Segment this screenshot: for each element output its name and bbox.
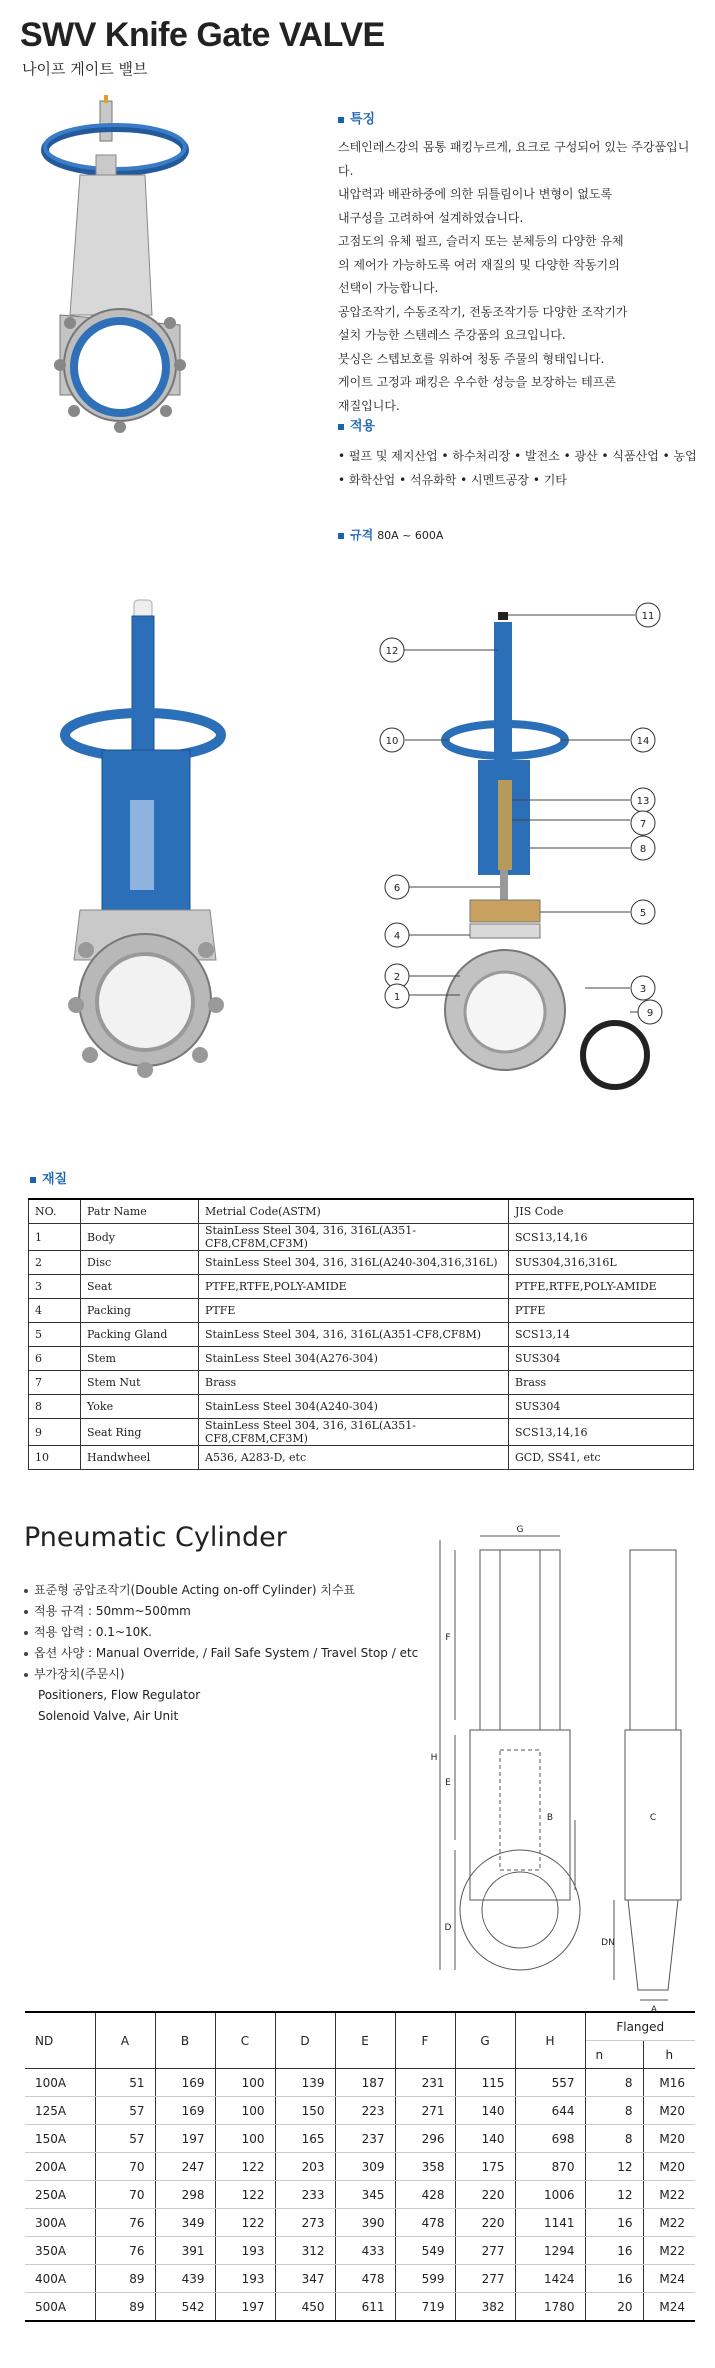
table-cell: 300A [25,2209,95,2237]
table-row [25,2265,695,2293]
table-cell: StainLess Steel 304(A276-304) [199,1347,509,1371]
table-cell: 433 [335,2237,395,2265]
table-cell: 76 [95,2237,155,2265]
table-cell: 870 [515,2153,585,2181]
table-cell: 349 [155,2209,215,2237]
drawing-label-e: E [445,1778,451,1788]
spec-row [338,526,443,543]
table-cell: 223 [335,2097,395,2125]
table-cell: 312 [275,2237,335,2265]
diagram-label: 3 [639,984,647,995]
drawing-label-c: C [649,1813,657,1823]
table-cell: 197 [155,2125,215,2153]
table-cell: 150A [25,2125,95,2153]
table-cell: 1424 [515,2265,585,2293]
diagram-label: 5 [639,908,647,919]
page-subtitle: 나이프 게이트 밸브 [22,60,148,78]
applications-line: • 화학산업 • 석유화학 • 시멘트공장 • 기타 [338,473,567,487]
table-cell: 599 [395,2265,455,2293]
table-cell: 122 [215,2153,275,2181]
diagram-label: 2 [393,972,401,983]
drawing-label-d: D [444,1923,452,1933]
features-text [338,136,698,418]
table-cell: 391 [155,2237,215,2265]
table-row [29,1251,694,1275]
list-item: 적용 규격 : 50mm~500mm [24,1601,418,1622]
table-cell: 1780 [515,2293,585,2322]
table-row [29,1299,694,1323]
drawing-label-g: G [516,1525,524,1535]
table-cell: 237 [335,2125,395,2153]
table-cell: PTFE,RTFE,POLY-AMIDE [509,1275,694,1299]
table-cell: 89 [95,2265,155,2293]
table-cell: 100 [215,2097,275,2125]
table-cell: 165 [275,2125,335,2153]
exploded-diagram [370,600,690,1100]
table-cell: Body [81,1224,199,1251]
diagram-label: 13 [636,796,650,807]
table-cell: 296 [395,2125,455,2153]
valve-photo-top [40,95,290,505]
table-cell: 557 [515,2069,585,2097]
table-cell: 345 [335,2181,395,2209]
pneumatic-list [24,1580,418,1727]
table-cell: 478 [335,2265,395,2293]
table-cell: 169 [155,2069,215,2097]
table-cell: M20 [643,2125,695,2153]
table-cell: 309 [335,2153,395,2181]
table-cell: Brass [509,1371,694,1395]
table-cell: 203 [275,2153,335,2181]
table-cell: 140 [455,2097,515,2125]
column-header: B [155,2012,215,2069]
table-cell: 298 [155,2181,215,2209]
table-cell: 7 [29,1371,81,1395]
column-header: H [515,2012,585,2069]
table-cell: 390 [335,2209,395,2237]
table-cell: 549 [395,2237,455,2265]
diagram-label: 12 [385,646,399,657]
table-row [29,1419,694,1446]
table-cell: 12 [585,2181,643,2209]
table-cell: M22 [643,2209,695,2237]
table-cell: 439 [155,2265,215,2293]
table-cell: Stem Nut [81,1371,199,1395]
table-cell: 139 [275,2069,335,2097]
table-cell: 187 [335,2069,395,2097]
table-cell: 140 [455,2125,515,2153]
table-cell: 16 [585,2237,643,2265]
table-cell: 1006 [515,2181,585,2209]
table-cell: 12 [585,2153,643,2181]
table-cell: PTFE [509,1299,694,1323]
table-cell: SCS13,14,16 [509,1419,694,1446]
table-cell: 193 [215,2237,275,2265]
column-header: C [215,2012,275,2069]
column-header: JIS Code [509,1199,694,1224]
features-line: 게이트 고정과 패킹은 우수한 성능을 보장하는 테프론 [338,375,616,389]
table-cell: 644 [515,2097,585,2125]
table-cell: Stem [81,1347,199,1371]
table-cell: 1141 [515,2209,585,2237]
pneumatic-title: Pneumatic Cylinder [24,1522,287,1553]
table-cell: 400A [25,2265,95,2293]
table-cell: 57 [95,2097,155,2125]
column-header: h [643,2041,695,2069]
table-row [29,1446,694,1470]
table-row [29,1347,694,1371]
column-header: E [335,2012,395,2069]
table-cell: PTFE [199,1299,509,1323]
column-header: n [585,2041,643,2069]
applications-text [338,444,698,492]
table-row [29,1275,694,1299]
table-row [25,2209,695,2237]
table-cell: A536, A283-D, etc [199,1446,509,1470]
diagram-label: 8 [639,844,647,855]
list-sub-item: Solenoid Valve, Air Unit [38,1709,179,1723]
list-sub-item: Positioners, Flow Regulator [38,1688,201,1702]
table-cell: PTFE,RTFE,POLY-AMIDE [199,1275,509,1299]
diagram-label: 6 [393,883,401,894]
table-cell: Seat Ring [81,1419,199,1446]
features-heading: 특징 [338,108,375,127]
page-title: SWV Knife Gate VALVE [20,16,385,54]
diagram-label: 14 [636,736,650,747]
table-cell: M20 [643,2153,695,2181]
table-cell: StainLess Steel 304, 316, 316L(A351-CF8,CF8M,CF3M) [199,1419,509,1446]
diagram-label: 10 [385,736,399,747]
table-cell: 122 [215,2181,275,2209]
table-cell: 197 [215,2293,275,2322]
table-cell: 8 [585,2097,643,2125]
column-header: Metrial Code(ASTM) [199,1199,509,1224]
table-cell: 719 [395,2293,455,2322]
table-cell: 51 [95,2069,155,2097]
table-cell: M22 [643,2237,695,2265]
column-header: A [95,2012,155,2069]
table-cell: 611 [335,2293,395,2322]
table-cell: M24 [643,2265,695,2293]
features-line: 붓싱은 스텝보호를 위하여 청동 주물의 형태입니다. [338,351,605,366]
table-cell: 277 [455,2237,515,2265]
table-cell: 150 [275,2097,335,2125]
table-cell: 193 [215,2265,275,2293]
table-cell: 277 [455,2265,515,2293]
table-cell: 247 [155,2153,215,2181]
table-row [25,2237,695,2265]
diagram-label: 9 [646,1008,654,1019]
table-cell: 100 [215,2069,275,2097]
table-cell: Packing Gland [81,1323,199,1347]
table-cell: 347 [275,2265,335,2293]
table-cell: 542 [155,2293,215,2322]
column-header: NO. [29,1199,81,1224]
column-header-flanged: Flanged [585,2012,695,2041]
list-item: 적용 압력 : 0.1~10K. [24,1622,418,1643]
table-cell: SCS13,14,16 [509,1224,694,1251]
table-row [25,2125,695,2153]
table-cell: 122 [215,2209,275,2237]
table-cell: 70 [95,2181,155,2209]
diagram-label: 11 [641,611,655,622]
table-cell: 89 [95,2293,155,2322]
column-header: F [395,2012,455,2069]
table-cell: StainLess Steel 304, 316, 316L(A351-CF8,CF8M,CF3M) [199,1224,509,1251]
table-cell: 9 [29,1419,81,1446]
table-cell: 1 [29,1224,81,1251]
table-cell: 231 [395,2069,455,2097]
applications-heading: 적용 [338,415,375,434]
table-cell: 500A [25,2293,95,2322]
table-cell: Seat [81,1275,199,1299]
table-cell: 115 [455,2069,515,2097]
table-cell: Yoke [81,1395,199,1419]
table-row [25,2153,695,2181]
features-line: 의 제어가 가능하도록 여러 재질의 및 다양한 작동기의 [338,257,620,272]
table-cell: 273 [275,2209,335,2237]
table-cell: 100 [215,2125,275,2153]
spec-value: 80A ~ 600A [377,529,444,542]
features-line: 내구성을 고려하여 설계하였습니다. [338,210,524,225]
table-cell: 16 [585,2209,643,2237]
table-cell: SUS304 [509,1395,694,1419]
dimensions-table [25,2011,695,2322]
drawing-label-b: B [546,1813,554,1823]
diagram-label: 1 [393,992,401,1003]
table-cell: 8 [585,2125,643,2153]
spec-heading: 규격 [350,528,374,542]
column-header: Patr Name [81,1199,199,1224]
table-row [25,2181,695,2209]
table-cell: 233 [275,2181,335,2209]
table-cell: 428 [395,2181,455,2209]
diagram-label: 7 [639,819,647,830]
valve-photo-blue [60,600,310,1080]
applications-line: • 펄프 및 제지산업 • 하수처리장 • 발전소 • 광산 • 식품산업 • 농업 [338,449,697,463]
table-cell: 220 [455,2209,515,2237]
table-cell: 57 [95,2125,155,2153]
table-cell: 450 [275,2293,335,2322]
table-cell: 100A [25,2069,95,2097]
table-cell: M16 [643,2069,695,2097]
table-row [29,1395,694,1419]
diagram-label: 4 [393,931,401,942]
features-line: 스테인레스강의 몸통 패킹누르게, 요크로 구성되어 있는 주강품입니다. [338,140,690,178]
table-cell: 5 [29,1323,81,1347]
table-cell: Handwheel [81,1446,199,1470]
table-cell: 478 [395,2209,455,2237]
drawing-label-a: A [650,2005,658,2015]
list-item: 옵션 사양 : Manual Override, / Fail Safe System / Travel Stop / etc [24,1643,418,1664]
table-cell: 698 [515,2125,585,2153]
table-cell: M20 [643,2097,695,2125]
column-header: G [455,2012,515,2069]
features-line: 고점도의 유체 펄프, 슬러지 또는 분체등의 다양한 유체 [338,234,624,248]
table-cell: 125A [25,2097,95,2125]
drawing-label-h: H [430,1753,438,1763]
table-cell: 358 [395,2153,455,2181]
table-cell: 175 [455,2153,515,2181]
table-cell: Disc [81,1251,199,1275]
table-cell: 350A [25,2237,95,2265]
table-cell: M24 [643,2293,695,2322]
table-cell: 200A [25,2153,95,2181]
table-cell: 4 [29,1299,81,1323]
column-header: ND [25,2012,95,2069]
table-cell: SUS304,316,316L [509,1251,694,1275]
table-cell: 250A [25,2181,95,2209]
table-cell: 1294 [515,2237,585,2265]
table-cell: 271 [395,2097,455,2125]
pneumatic-drawing [400,1520,710,2015]
table-cell: 2 [29,1251,81,1275]
table-row [29,1371,694,1395]
table-cell: StainLess Steel 304, 316, 316L(A351-CF8,CF8M) [199,1323,509,1347]
table-cell: StainLess Steel 304, 316, 316L(A240-304,316,316L) [199,1251,509,1275]
features-line: 내압력과 배관하중에 의한 뒤틀림이나 변형이 없도록 [338,187,613,201]
table-cell: SCS13,14 [509,1323,694,1347]
list-item: 부가장치(주문시) [24,1664,418,1685]
table-cell: GCD, SS41, etc [509,1446,694,1470]
table-header-row [29,1199,694,1224]
materials-table [28,1198,694,1470]
table-cell: 169 [155,2097,215,2125]
drawing-label-dn: DN [601,1938,615,1948]
table-cell: 382 [455,2293,515,2322]
features-line: 공압조작기, 수동조작기, 전동조작기등 다양한 조작기가 [338,304,628,319]
table-cell: Brass [199,1371,509,1395]
table-cell: SUS304 [509,1347,694,1371]
table-cell: StainLess Steel 304(A240-304) [199,1395,509,1419]
table-cell: 76 [95,2209,155,2237]
table-cell: 6 [29,1347,81,1371]
table-cell: 220 [455,2181,515,2209]
drawing-label-f: F [445,1633,451,1643]
table-cell: M22 [643,2181,695,2209]
table-cell: 16 [585,2265,643,2293]
table-cell: 3 [29,1275,81,1299]
table-cell: 10 [29,1446,81,1470]
table-cell: Packing [81,1299,199,1323]
features-line: 재질입니다. [338,398,400,413]
column-header: D [275,2012,335,2069]
table-cell: 8 [585,2069,643,2097]
materials-heading: 재질 [30,1168,67,1187]
table-cell: 8 [29,1395,81,1419]
table-cell: 70 [95,2153,155,2181]
list-item: 표준형 공압조작기(Double Acting on-off Cylinder) 치수표 [24,1580,418,1601]
features-line: 설치 가능한 스텐레스 주강품의 요크입니다. [338,328,566,342]
table-row [25,2293,695,2322]
features-line: 선택이 가능합니다. [338,281,439,295]
table-row [25,2097,695,2125]
table-row [29,1323,694,1347]
table-row [25,2069,695,2097]
table-cell: 20 [585,2293,643,2322]
table-row [29,1224,694,1251]
